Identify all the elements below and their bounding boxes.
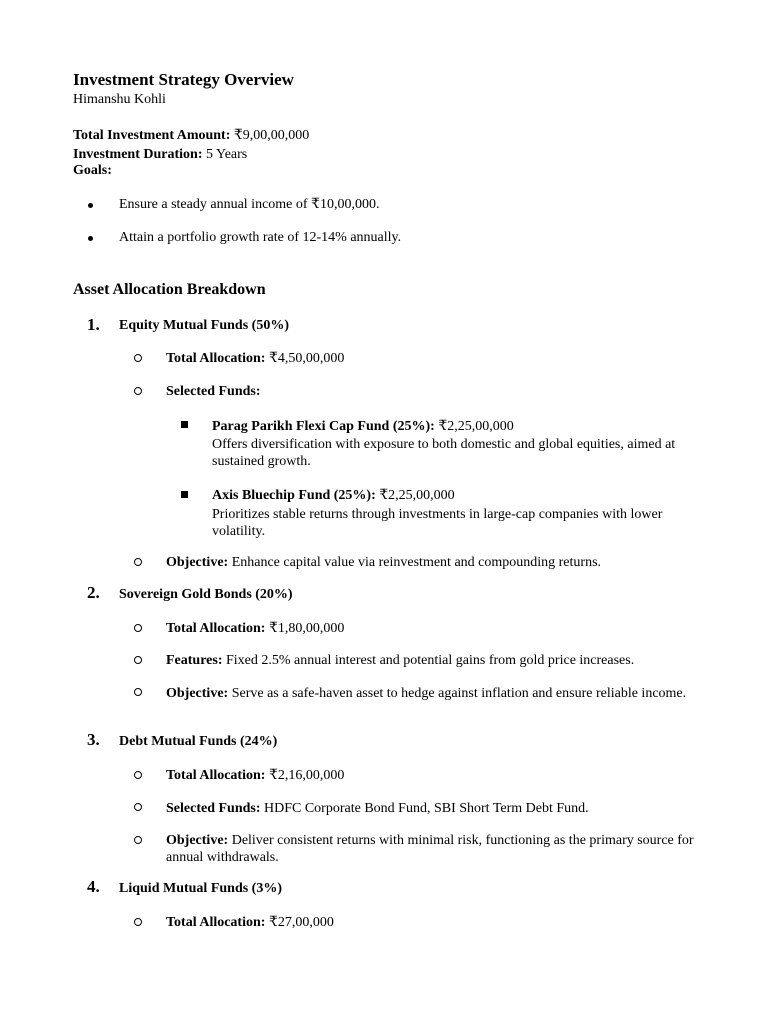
circle-bullet-icon xyxy=(134,803,142,811)
total-investment-line xyxy=(73,127,309,144)
total-allocation-label: Total Allocation: xyxy=(166,915,266,930)
circle-bullet-icon xyxy=(134,656,142,664)
author-name: Himanshu Kohli xyxy=(73,92,166,107)
objective-value: Deliver consistent returns with minimal risk, functioning as the primary source for annual withdrawals. xyxy=(166,833,694,865)
investment-duration-line xyxy=(73,146,247,163)
circle-bullet-icon xyxy=(134,918,142,926)
allocation-item-title: Debt Mutual Funds (24%) xyxy=(119,734,278,749)
goal-item: Ensure a steady annual income of ₹10,00,000. xyxy=(119,197,380,212)
bullet-icon xyxy=(88,203,93,208)
total-allocation-line xyxy=(166,767,344,784)
objective-line xyxy=(166,685,706,702)
total-allocation-label: Total Allocation: xyxy=(166,768,266,783)
document-title: Investment Strategy Overview xyxy=(73,70,294,89)
total-allocation-line xyxy=(166,620,344,637)
total-allocation-label: Total Allocation: xyxy=(166,351,266,366)
features-label: Features: xyxy=(166,653,223,668)
features-value: Fixed 2.5% annual interest and potential gains from gold price increases. xyxy=(226,653,635,668)
total-allocation-label: Total Allocation: xyxy=(166,621,266,636)
list-number: 1. xyxy=(87,315,100,334)
circle-bullet-icon xyxy=(134,387,142,395)
circle-bullet-icon xyxy=(134,836,142,844)
square-bullet-icon xyxy=(181,491,188,498)
list-number: 2. xyxy=(87,583,100,602)
fund-description: Offers diversification with exposure to both domestic and global equities, aimed at sustained growth. xyxy=(212,437,676,469)
circle-bullet-icon xyxy=(134,354,142,362)
total-allocation-value: ₹1,80,00,000 xyxy=(268,621,345,636)
goal-item: Attain a portfolio growth rate of 12-14% annually. xyxy=(119,230,402,245)
objective-line xyxy=(166,554,601,571)
total-allocation-line xyxy=(166,350,344,367)
total-investment-label: Total Investment Amount: xyxy=(73,128,231,143)
total-allocation-value: ₹27,00,000 xyxy=(268,915,334,930)
circle-bullet-icon xyxy=(134,688,142,696)
circle-bullet-icon xyxy=(134,771,142,779)
investment-duration-label: Investment Duration: xyxy=(73,147,203,162)
fund-amount: ₹2,25,00,000 xyxy=(438,419,514,434)
allocation-item-title: Equity Mutual Funds (50%) xyxy=(119,318,289,333)
total-allocation-value: ₹2,16,00,000 xyxy=(268,768,345,783)
selected-funds-label: Selected Funds: xyxy=(166,384,261,399)
selected-funds-label: Selected Funds: xyxy=(166,801,261,816)
selected-funds-line xyxy=(166,800,589,817)
fund-name-line xyxy=(212,418,514,435)
objective-label: Objective: xyxy=(166,833,229,848)
circle-bullet-icon xyxy=(134,558,142,566)
objective-label: Objective: xyxy=(166,686,229,701)
bullet-icon xyxy=(88,236,93,241)
allocation-item-title: Liquid Mutual Funds (3%) xyxy=(119,881,282,896)
fund-name: Parag Parikh Flexi Cap Fund (25%): xyxy=(212,419,435,434)
objective-value: Enhance capital value via reinvestment and compounding returns. xyxy=(231,555,602,570)
goals-label: Goals: xyxy=(73,163,112,178)
total-allocation-value: ₹4,50,00,000 xyxy=(268,351,345,366)
total-investment-value: ₹9,00,00,000 xyxy=(233,128,310,143)
objective-value: Serve as a safe-haven asset to hedge against inflation and ensure reliable income. xyxy=(231,686,687,701)
fund-amount: ₹2,25,00,000 xyxy=(379,488,455,503)
list-number: 3. xyxy=(87,730,100,749)
objective-label: Objective: xyxy=(166,555,229,570)
circle-bullet-icon xyxy=(134,624,142,632)
total-allocation-line xyxy=(166,914,334,931)
features-line xyxy=(166,652,634,669)
fund-name-line xyxy=(212,487,455,504)
fund-description: Prioritizes stable returns through investments in large-cap companies with lower volatility. xyxy=(212,507,663,539)
fund-name: Axis Bluechip Fund (25%): xyxy=(212,488,376,503)
selected-funds-value: HDFC Corporate Bond Fund, SBI Short Term Debt Fund. xyxy=(264,801,589,816)
objective-line xyxy=(166,832,706,866)
list-number: 4. xyxy=(87,877,100,896)
square-bullet-icon xyxy=(181,421,188,428)
allocation-item-title: Sovereign Gold Bonds (20%) xyxy=(119,587,293,602)
investment-duration-value: 5 Years xyxy=(206,147,248,162)
allocation-heading: Asset Allocation Breakdown xyxy=(73,281,266,298)
